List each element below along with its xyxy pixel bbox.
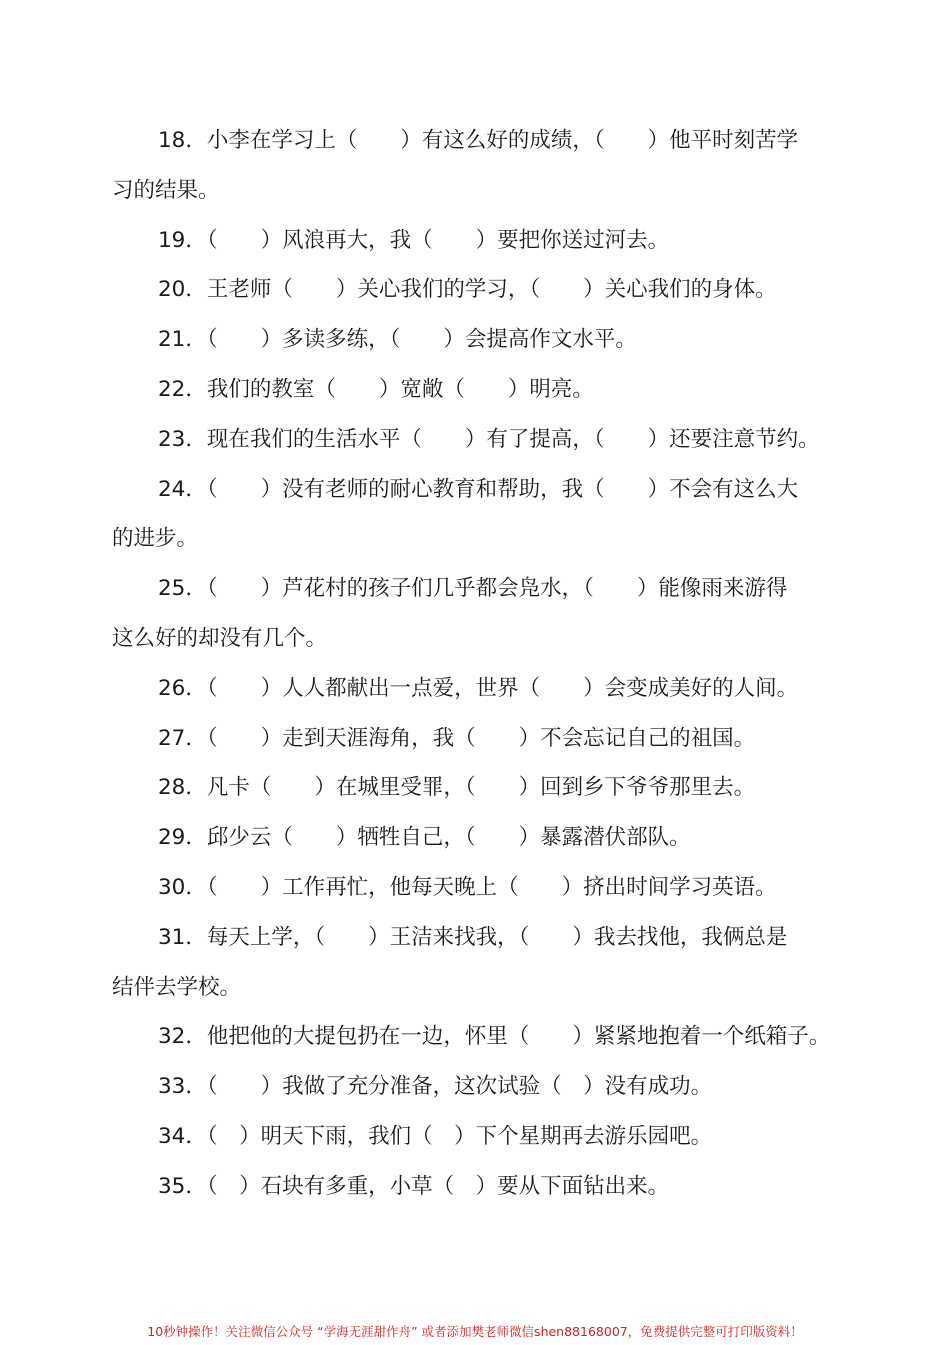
exercise-21: 21．（ ）多读多练，（ ）会提高作文水平。 xyxy=(158,327,637,353)
exercise-31-line-2: 结伴去学校。 xyxy=(112,974,242,1000)
exercise-33: 33．（ ）我做了充分准备，这次试验（ ）没有成功。 xyxy=(158,1074,713,1100)
exercise-23: 23．现在我们的生活水平（ ）有了提高，（ ）还要注意节约。 xyxy=(158,426,820,452)
exercise-24-line-2: 的进步。 xyxy=(112,526,199,552)
exercise-34: 34．（ ）明天下雨，我们（ ）下个星期再去游乐园吧。 xyxy=(158,1123,713,1149)
exercise-18-line-1: 18．小李在学习上（ ）有这么好的成绩，（ ）他平时刻苦学 xyxy=(158,128,799,153)
exercise-30: 30．（ ）工作再忙，他每天晚上（ ）挤出时间学习英语。 xyxy=(158,874,777,900)
exercise-list xyxy=(112,116,840,1212)
exercise-31-line-1: 31．每天上学，（ ）王洁来找我，（ ）我去找他，我俩总是 xyxy=(158,924,788,950)
exercise-32: 32．他把他的大提包扔在一边，怀里（ ）紧紧地抱着一个纸箱子。 xyxy=(158,1024,831,1050)
exercise-27: 27．（ ）走到天涯海角，我（ ）不会忘记自己的祖国。 xyxy=(158,725,756,751)
footer-promo-text: 10秒钟操作！关注微信公众号 “学海无涯甜作舟” 或者添加樊老师微信shen88168007，免费提供完整可打印版资料！ xyxy=(147,1324,803,1339)
exercise-18-line-2: 习的结果。 xyxy=(112,177,220,203)
exercise-19: 19．（ ）风浪再大，我（ ）要把你送过河去。 xyxy=(158,227,670,253)
exercise-35: 35．（ ）石块有多重，小草（ ）要从下面钻出来。 xyxy=(158,1173,670,1199)
exercise-26: 26．（ ）人人都献出一点爱，世界（ ）会变成美好的人间。 xyxy=(158,675,799,701)
exercise-24-line-1: 24．（ ）没有老师的耐心教育和帮助，我（ ）不会有这么大 xyxy=(158,476,799,502)
exercise-22: 22．我们的教室（ ）宽敞（ ）明亮。 xyxy=(158,376,594,402)
exercise-25-line-1: 25．（ ）芦花村的孩子们几乎都会凫水，（ ）能像雨来游得 xyxy=(158,576,788,602)
exercise-25-line-2: 这么好的却没有几个。 xyxy=(112,625,328,651)
exercise-29: 29．邱少云（ ）牺牲自己，（ ）暴露潜伏部队。 xyxy=(158,825,691,851)
exercise-20: 20．王老师（ ）关心我们的学习，（ ）关心我们的身体。 xyxy=(158,277,777,303)
exercise-28: 28．凡卡（ ）在城里受罪，（ ）回到乡下爷爷那里去。 xyxy=(158,775,756,801)
